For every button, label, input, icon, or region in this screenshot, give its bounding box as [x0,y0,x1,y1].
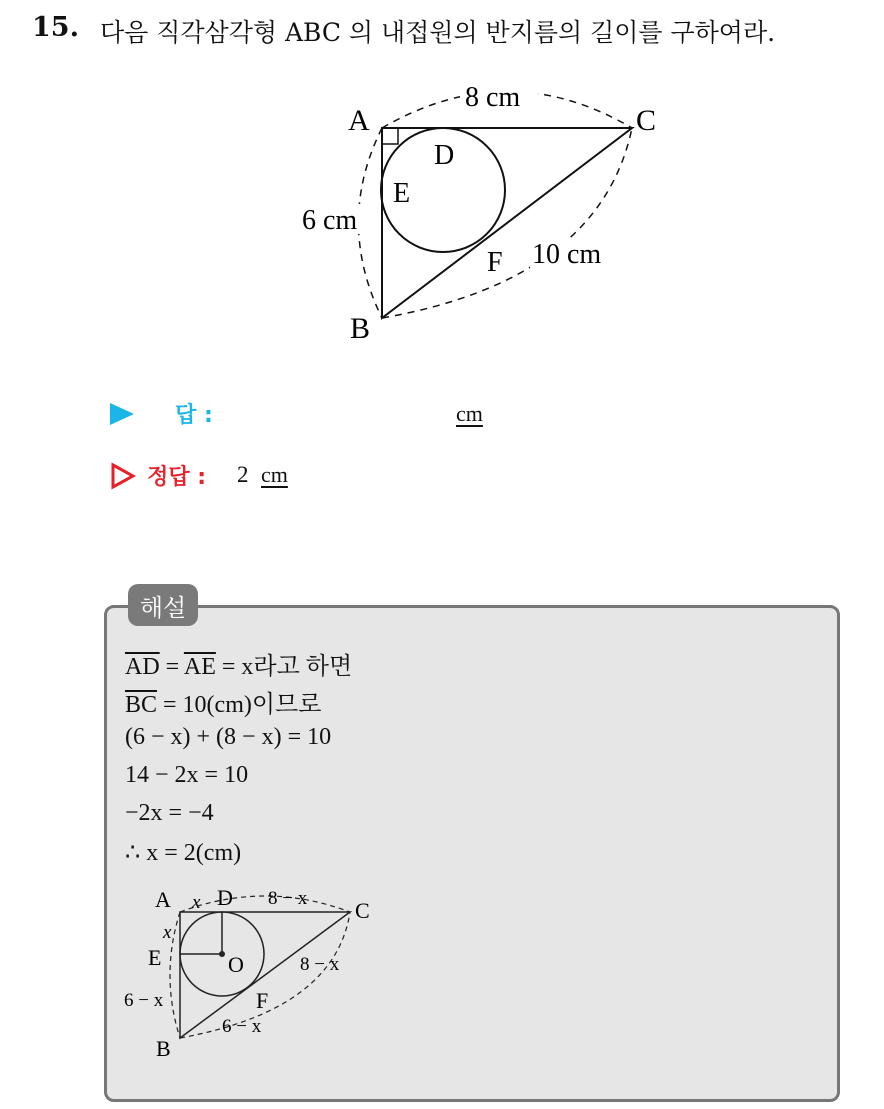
sol-label-o: O [228,952,244,977]
sol-bc-upper: 8 − x [300,954,340,975]
label-a: A [348,104,370,137]
triangle-figure [290,75,670,355]
label-e: E [393,178,411,209]
explanation-figure [118,878,388,1068]
correct-answer-row [110,460,206,491]
correct-answer-unit: cm [261,462,288,487]
label-b: B [350,312,371,345]
sol-left-length: 6 − x [124,990,164,1011]
label-d: D [434,140,455,171]
solution-line-1: $\overline{AD} = \overline{AE} = x$라고 하면 [125,654,353,680]
answer-row [110,398,213,429]
sol-bc-lower: 6 − x [222,1016,262,1037]
question-number: 15. [32,12,79,43]
question-text: 다음 직각삼각형 ABC 의 내접원의 반지름의 길이를 구하여라. [100,18,776,47]
length-bc: 10 cm [532,239,602,270]
solution-line-6: ∴ x = 2(cm) [125,840,242,866]
solution-line-4: 14 − 2x = 10 [125,762,249,788]
sol-label-b: B [156,1036,171,1061]
play-icon [110,403,134,425]
answer-label: 답 : [175,403,213,428]
label-f: F [487,247,503,278]
sol-label-f: F [256,988,269,1013]
sol-label-d: D [217,885,233,910]
answer-unit: cm [456,401,483,426]
label-c: C [636,104,657,137]
sol-x-top: x [192,892,201,913]
sol-x-left: x [163,922,172,943]
solution-line-2: $\overline{BC} = 10(cm)$이므로 [125,692,322,718]
sol-label-a: A [155,887,171,912]
sol-label-c: C [355,898,370,923]
sol-top-length: 8 − x [268,888,308,909]
solution-line-5: −2x = −4 [125,800,214,826]
solution-line-3: (6 − x) + (8 − x) = 10 [125,724,332,750]
length-ab: 6 cm [302,205,358,236]
correct-answer-value: 2 [237,462,249,487]
correct-answer-label: 정답 : [147,465,207,490]
sol-label-e: E [148,945,162,970]
play-outline-icon [110,462,136,490]
explanation-tag: 해설 [128,584,198,626]
length-ac: 8 cm [465,82,521,113]
